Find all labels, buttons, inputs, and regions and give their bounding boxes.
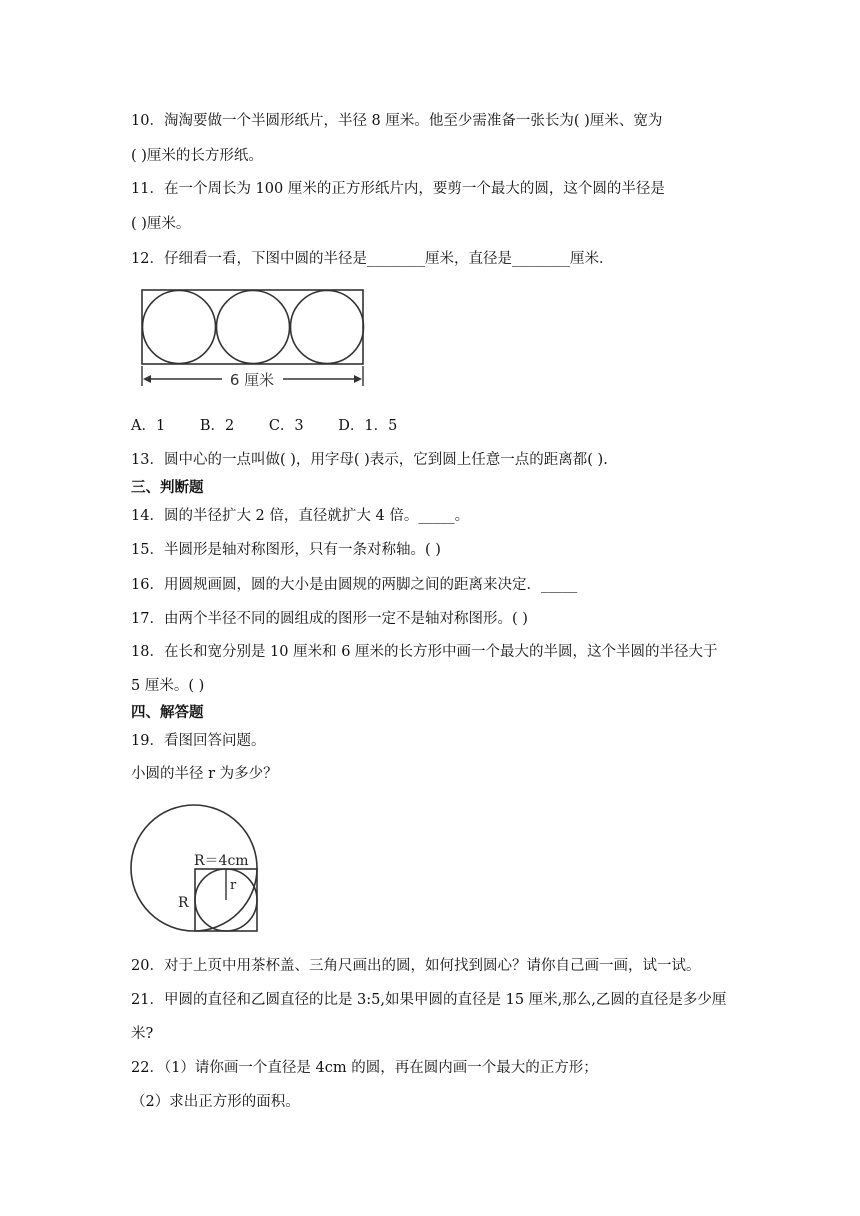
- option-c: C．3: [268, 418, 304, 434]
- q15-line-1: 15．半圆形是轴对称图形，只有一条对称轴。( ): [131, 542, 441, 558]
- option-d: D．1．5: [338, 418, 398, 434]
- q16-line-1: 16．用圆规画圆，圆的大小是由圆规的两脚之间的距离来决定．_____: [131, 577, 578, 593]
- circle-left: [143, 291, 216, 364]
- q18-line-1: 18．在长和宽分别是 10 厘米和 6 厘米的长方形中画一个最大的半圆，这个半圆的半径大于: [131, 644, 718, 660]
- q12-options: [131, 416, 427, 436]
- q21-line-2: 米?: [131, 1026, 154, 1042]
- q18-line-2: 5 厘米。( ): [131, 678, 205, 694]
- q11-line-1: 11．在一个周长为 100 厘米的正方形纸片内，要剪一个最大的圆，这个圆的半径是: [131, 181, 665, 197]
- q13-line-1: 13．圆中心的一点叫做( )，用字母( )表示，它到圆上任意一点的距离都( ).: [131, 452, 608, 468]
- side-R-label: R: [178, 895, 189, 911]
- option-a: A．1: [131, 418, 166, 434]
- figure-rectangle: [142, 290, 363, 364]
- q22-line-2: （2）求出正方形的面积。: [131, 1094, 300, 1110]
- q10-line-2: ( )厘米的长方形纸。: [131, 148, 263, 164]
- q21-line-1: 21．甲圆的直径和乙圆直径的比是 3:5,如果甲圆的直径是 15 厘米,那么,乙圆的直径是多少厘: [131, 992, 727, 1008]
- q10-line-1: 10．淘淘要做一个半圆形纸片，半径 8 厘米。他至少需准备一张长为( )厘米、宽为: [131, 113, 663, 129]
- q14-line-1: 14．圆的半径扩大 2 倍，直径就扩大 4 倍。_____。: [131, 508, 470, 524]
- q12-line-1: 12．仔细看一看，下图中圆的半径是________厘米，直径是________厘米．: [131, 251, 614, 267]
- option-b: B．2: [199, 418, 235, 434]
- radius-R-label: R＝4cm: [194, 853, 249, 869]
- section-title-answers: 四、解答题: [131, 705, 204, 721]
- circle-middle: [217, 291, 290, 364]
- dimension-label: 6 厘米: [229, 371, 275, 389]
- section-title-judgement: 三、判断题: [131, 480, 204, 496]
- q19-line-1: 19．看图回答问题。: [131, 733, 266, 749]
- q17-line-1: 17．由两个半径不同的圆组成的图形一定不是轴对称图形。( ): [131, 611, 528, 627]
- q22-line-1: 22．（1）请你画一个直径是 4cm 的圆，再在圆内画一个最大的正方形；: [131, 1060, 598, 1076]
- q11-line-2: ( )厘米。: [131, 216, 191, 232]
- q20-line-1: 20．对于上页中用茶杯盖、三角尺画出的圆，如何找到圆心？请你自己画一画，试一试。: [131, 958, 701, 974]
- three-circles-figure: [136, 286, 370, 390]
- radius-r-label: r: [230, 878, 237, 893]
- circle-right: [291, 291, 364, 364]
- q19-line-2: 小圆的半径 r 为多少？: [131, 766, 278, 782]
- circle-square-figure: [128, 804, 268, 936]
